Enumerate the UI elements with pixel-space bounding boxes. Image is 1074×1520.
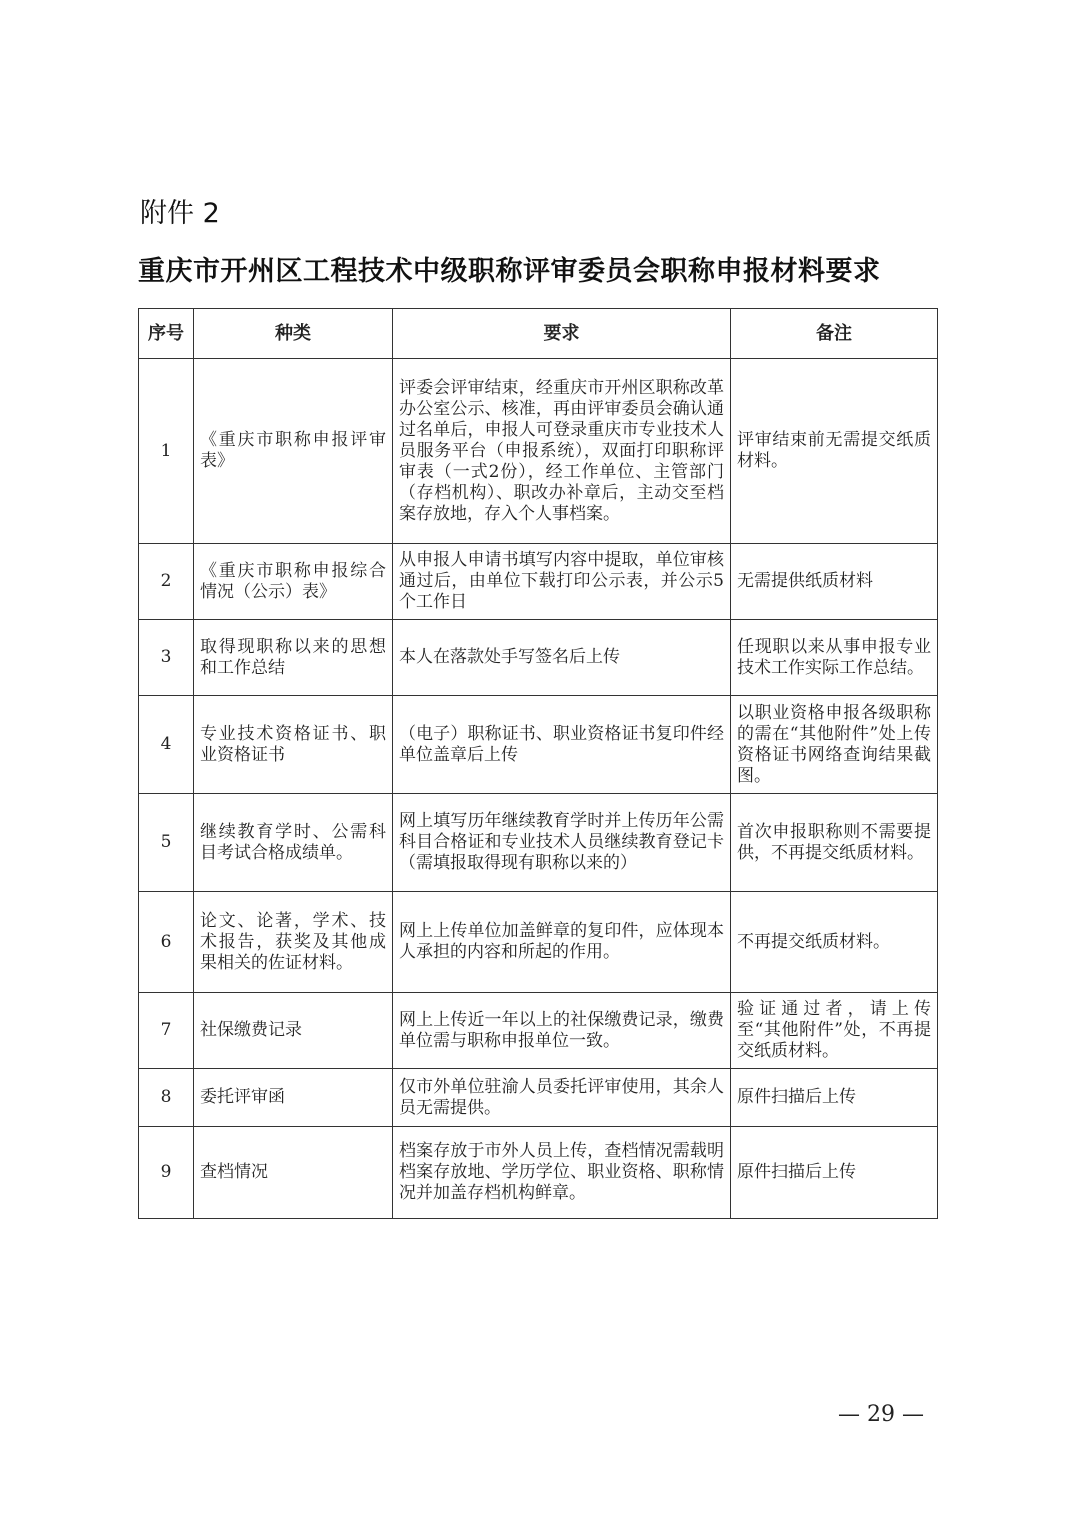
row-no: 4 <box>139 696 194 794</box>
header-note: 备注 <box>731 309 938 359</box>
row-requirement: （电子）职称证书、职业资格证书复印件经单位盖章后上传 <box>393 696 731 794</box>
row-no: 5 <box>139 794 194 892</box>
document-title: 重庆市开州区工程技术中级职称评审委员会职称申报材料要求 <box>138 256 881 287</box>
row-no: 6 <box>139 892 194 993</box>
attachment-label: 附件 2 <box>140 198 220 229</box>
table-row <box>139 993 938 1069</box>
row-type: 取得现职称以来的思想和工作总结 <box>194 620 393 696</box>
table-row <box>139 544 938 620</box>
table-row <box>139 892 938 993</box>
row-note: 验证通过者，请上传至“其他附件”处，不再提交纸质材料。 <box>731 993 938 1069</box>
page-number: — 29 — <box>838 1402 924 1427</box>
table-row <box>139 359 938 544</box>
row-requirement: 本人在落款处手写签名后上传 <box>393 620 731 696</box>
row-no: 3 <box>139 620 194 696</box>
row-requirement: 档案存放于市外人员上传，查档情况需载明档案存放地、学历学位、职业资格、职称情况并加盖存档机构鲜章。 <box>393 1127 731 1219</box>
header-requirement: 要求 <box>393 309 731 359</box>
header-no: 序号 <box>139 309 194 359</box>
table-header-row <box>139 309 938 359</box>
table-row <box>139 1069 938 1127</box>
row-note: 以职业资格申报各级职称的需在“其他附件”处上传资格证书网络查询结果截图。 <box>731 696 938 794</box>
row-requirement: 网上上传单位加盖鲜章的复印件，应体现本人承担的内容和所起的作用。 <box>393 892 731 993</box>
row-note: 首次申报职称则不需要提供，不再提交纸质材料。 <box>731 794 938 892</box>
row-requirement: 网上填写历年继续教育学时并上传历年公需科目合格证和专业技术人员继续教育登记卡（需填报取得现有职称以来的） <box>393 794 731 892</box>
table-row <box>139 1127 938 1219</box>
row-note: 不再提交纸质材料。 <box>731 892 938 993</box>
row-type: 《重庆市职称申报综合情况（公示）表》 <box>194 544 393 620</box>
row-note: 无需提供纸质材料 <box>731 544 938 620</box>
row-requirement: 网上上传近一年以上的社保缴费记录，缴费单位需与职称申报单位一致。 <box>393 993 731 1069</box>
row-requirement: 从申报人申请书填写内容中提取，单位审核通过后，由单位下载打印公示表，并公示5个工作日 <box>393 544 731 620</box>
row-requirement: 仅市外单位驻渝人员委托评审使用，其余人员无需提供。 <box>393 1069 731 1127</box>
row-no: 1 <box>139 359 194 544</box>
row-no: 2 <box>139 544 194 620</box>
row-type: 查档情况 <box>194 1127 393 1219</box>
row-type: 专业技术资格证书、职业资格证书 <box>194 696 393 794</box>
row-note: 评审结束前无需提交纸质材料。 <box>731 359 938 544</box>
row-no: 9 <box>139 1127 194 1219</box>
row-note: 原件扫描后上传 <box>731 1127 938 1219</box>
table-row <box>139 696 938 794</box>
row-note: 原件扫描后上传 <box>731 1069 938 1127</box>
table-row <box>139 794 938 892</box>
requirements-table <box>138 308 938 1219</box>
row-type: 社保缴费记录 <box>194 993 393 1069</box>
row-type: 《重庆市职称申报评审表》 <box>194 359 393 544</box>
table-row <box>139 620 938 696</box>
row-type: 继续教育学时、公需科目考试合格成绩单。 <box>194 794 393 892</box>
header-type: 种类 <box>194 309 393 359</box>
row-type: 论文、论著，学术、技术报告，获奖及其他成果相关的佐证材料。 <box>194 892 393 993</box>
row-no: 8 <box>139 1069 194 1127</box>
row-note: 任现职以来从事申报专业技术工作实际工作总结。 <box>731 620 938 696</box>
row-requirement: 评委会评审结束，经重庆市开州区职称改革办公室公示、核准，再由评审委员会确认通过名单后，申报人可登录重庆市专业技术人员服务平台（申报系统），双面打印职称评审表（一式2份），经工作单位、主管部门（存档机构）、职改办补章后，主动交至档案存放地，存入个人事档案。 <box>393 359 731 544</box>
row-type: 委托评审函 <box>194 1069 393 1127</box>
row-no: 7 <box>139 993 194 1069</box>
